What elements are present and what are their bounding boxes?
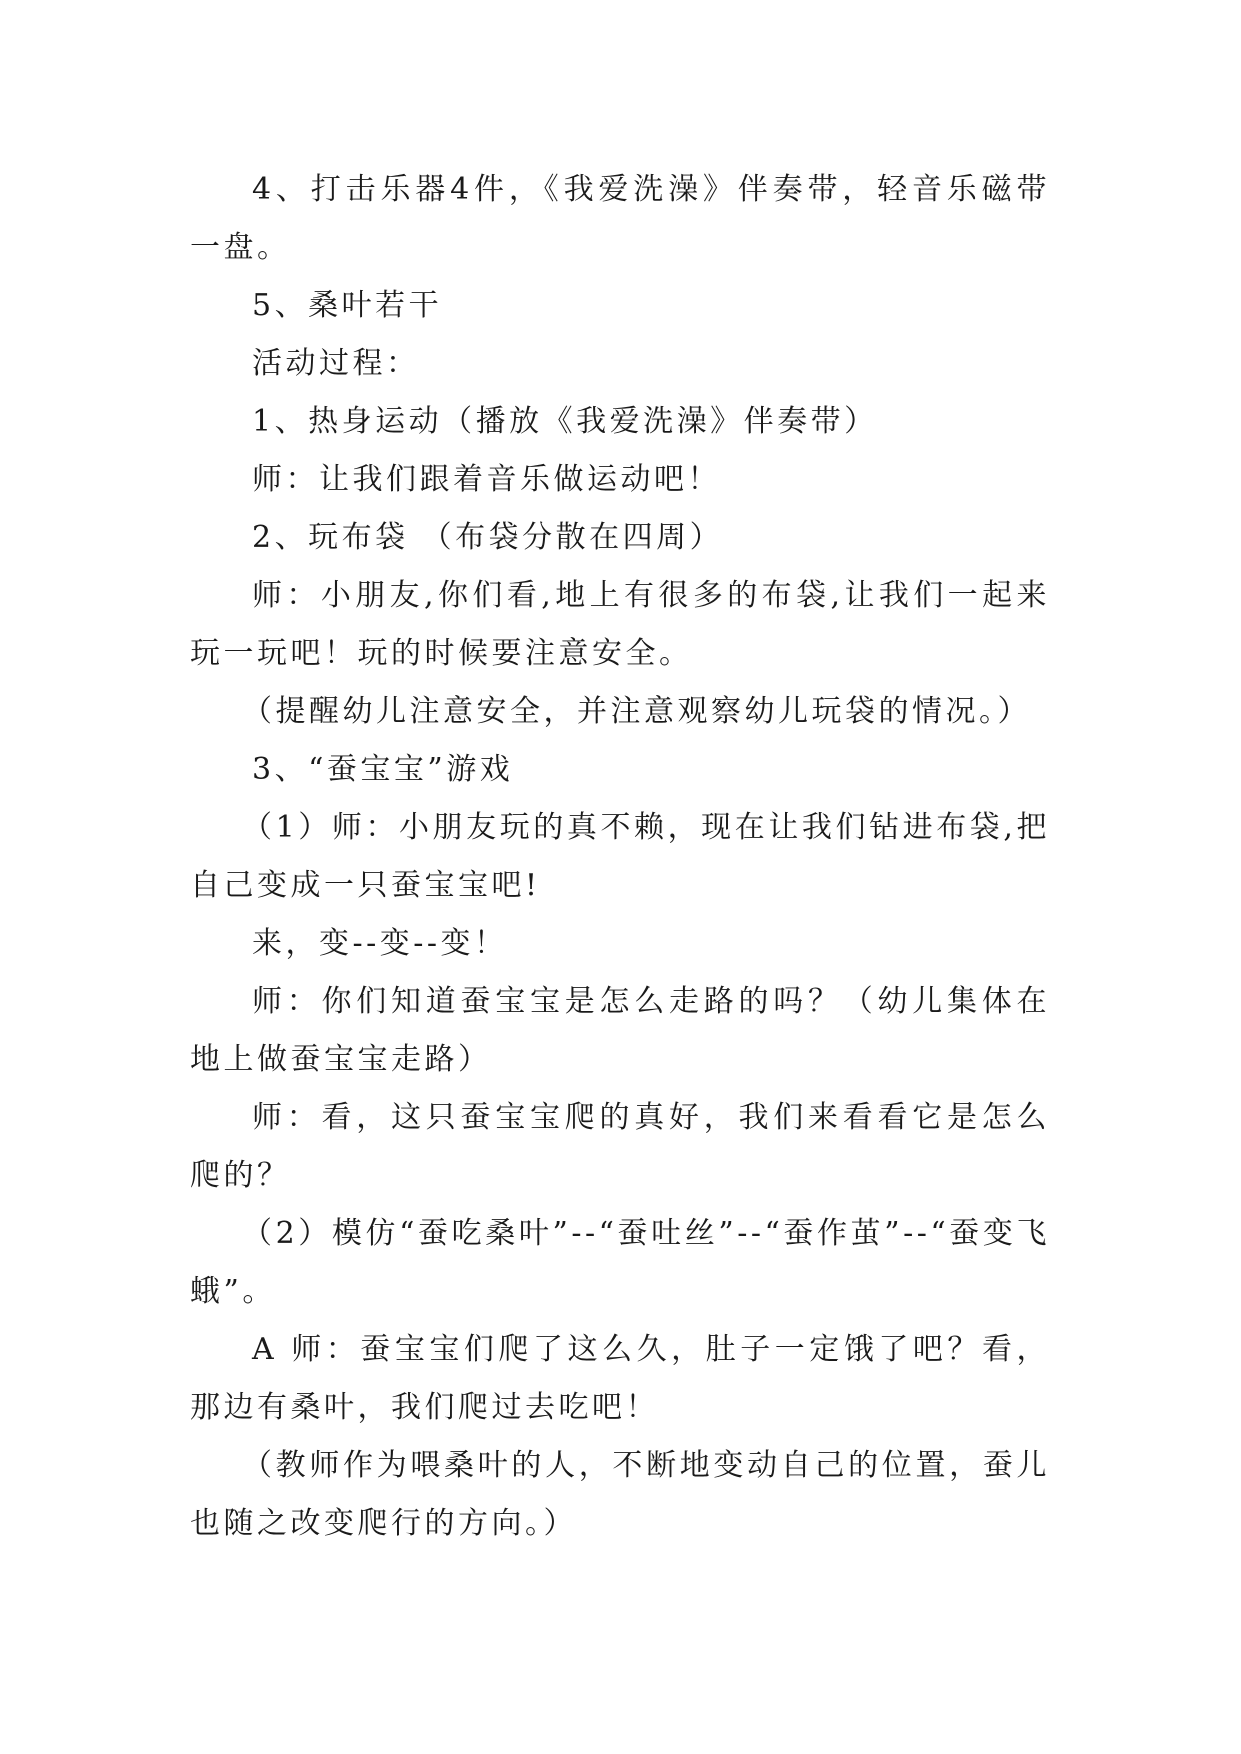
paragraph-note: （提醒幼儿注意安全，并注意观察幼儿玩袋的情况。） <box>242 694 1031 729</box>
paragraph-step-2: 2、玩布袋 （布袋分散在四周） <box>252 520 724 555</box>
paragraph-materials-5: 5、桑叶若干 <box>252 288 443 323</box>
paragraph-teacher-line: 师：你们知道蚕宝宝是怎么走路的吗？（幼儿集体在地上做蚕宝宝走路） <box>190 984 1050 1077</box>
document-body <box>190 161 1050 1553</box>
paragraph-teacher-line: 师：让我们跟着音乐做运动吧！ <box>252 462 721 497</box>
paragraph-materials-4: 4、打击乐器4件，《我爱洗澡》伴奏带，轻音乐磁带一盘。 <box>190 172 1050 265</box>
paragraph-substep-2: （2）模仿“蚕吃桑叶”--“蚕吐丝”--“蚕作茧”--“蚕变飞蛾”。 <box>190 1216 1050 1309</box>
section-heading-process: 活动过程： <box>252 346 420 381</box>
paragraph-step-1: 1、热身运动（播放《我爱洗澡》伴奏带） <box>252 404 878 439</box>
paragraph-note: （教师作为喂桑叶的人，不断地变动自己的位置，蚕儿也随之改变爬行的方向。） <box>190 1448 1050 1541</box>
paragraph-substep-1: （1）师：小朋友玩的真不赖，现在让我们钻进布袋,把自己变成一只蚕宝宝吧! <box>190 810 1050 903</box>
paragraph-teacher-line: 师：看，这只蚕宝宝爬的真好，我们来看看它是怎么爬的？ <box>190 1100 1050 1193</box>
paragraph-step-3: 3、“蚕宝宝”游戏 <box>252 752 514 787</box>
paragraph-chant: 来，变--变--变！ <box>252 926 508 961</box>
paragraph-teacher-line: 师：小朋友,你们看,地上有很多的布袋,让我们一起来玩一玩吧！玩的时候要注意安全。 <box>190 578 1050 671</box>
paragraph-teacher-line-a: A 师：蚕宝宝们爬了这么久，肚子一定饿了吧？看，那边有桑叶，我们爬过去吃吧！ <box>190 1332 1050 1425</box>
